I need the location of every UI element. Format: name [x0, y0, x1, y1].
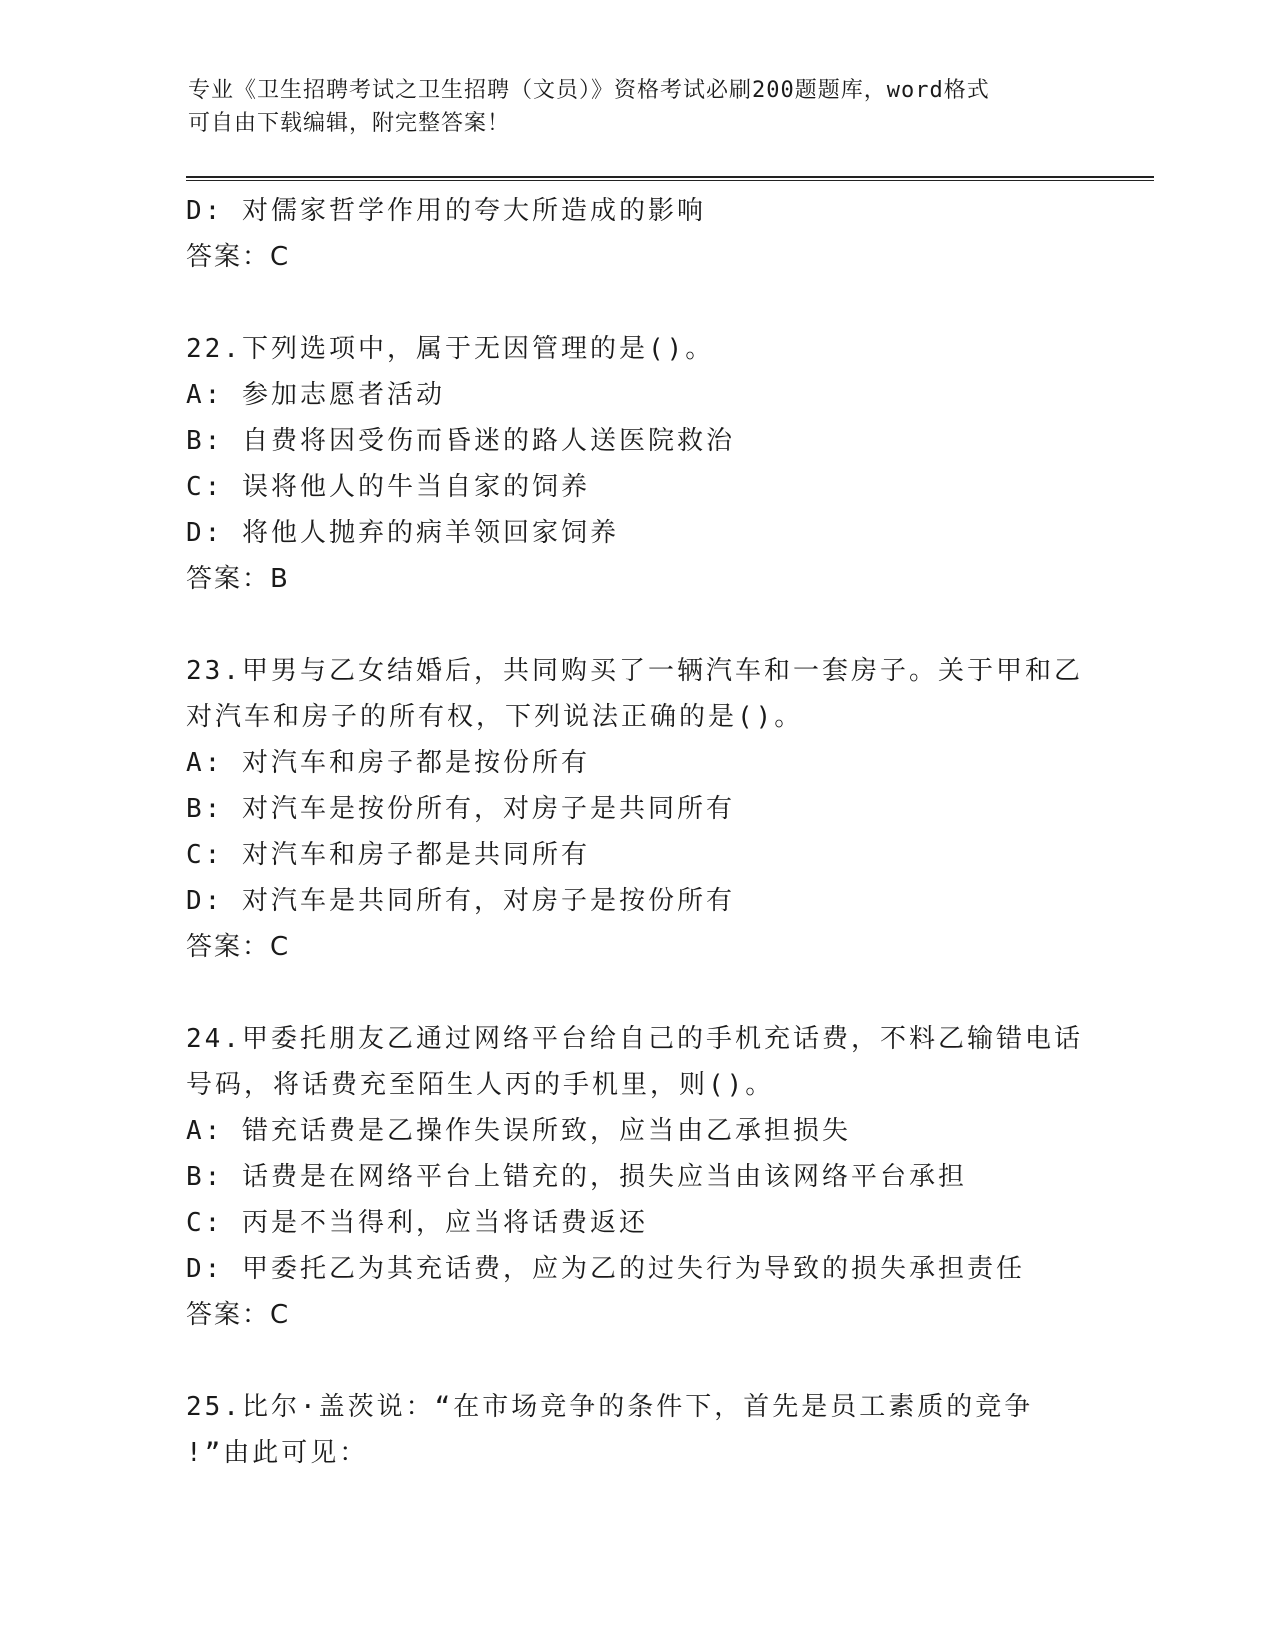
question-stem: 23.甲男与乙女结婚后，共同购买了一辆汽车和一套房子。关于甲和乙	[186, 656, 1083, 686]
header-line-2: 可自由下载编辑，附完整答案！	[188, 111, 511, 136]
option-b: B: 自费将因受伤而昏迷的路人送医院救治	[186, 426, 735, 456]
option-b: B: 对汽车是按份所有，对房子是共同所有	[186, 794, 735, 824]
answer-line: 答案：C	[186, 1300, 291, 1330]
header-divider	[186, 176, 1154, 181]
question-stem: !”由此可见：	[186, 1438, 369, 1468]
document-header	[188, 74, 1088, 140]
option-a: A: 错充话费是乙操作失误所致，应当由乙承担损失	[186, 1116, 851, 1146]
option-c: C: 对汽车和房子都是共同所有	[186, 840, 590, 870]
question-23	[186, 648, 1086, 970]
question-24	[186, 1016, 1086, 1338]
question-25	[186, 1384, 1086, 1476]
option-d: D: 对儒家哲学作用的夸大所造成的影响	[186, 196, 706, 226]
question-stem: 24.甲委托朋友乙通过网络平台给自己的手机充话费，不料乙输错电话	[186, 1024, 1083, 1054]
spacer	[186, 602, 1086, 648]
question-22	[186, 326, 1086, 602]
document-body	[186, 188, 1086, 1476]
option-a: A: 对汽车和房子都是按份所有	[186, 748, 590, 778]
option-c: C: 误将他人的牛当自家的饲养	[186, 472, 590, 502]
option-a: A: 参加志愿者活动	[186, 380, 445, 410]
option-d: D: 将他人抛弃的病羊领回家饲养	[186, 518, 619, 548]
header-line-1: 专业《卫生招聘考试之卫生招聘（文员）》资格考试必刷200题题库，word格式	[188, 78, 990, 103]
question-stem: 对汽车和房子的所有权，下列说法正确的是()。	[186, 702, 804, 732]
answer-line: 答案：C	[186, 242, 291, 272]
option-d: D: 甲委托乙为其充话费，应为乙的过失行为导致的损失承担责任	[186, 1254, 1025, 1284]
spacer	[186, 1338, 1086, 1384]
option-c: C: 丙是不当得利，应当将话费返还	[186, 1208, 648, 1238]
spacer	[186, 280, 1086, 326]
answer-line: 答案：C	[186, 932, 291, 962]
option-d: D: 对汽车是共同所有，对房子是按份所有	[186, 886, 735, 916]
option-b: B: 话费是在网络平台上错充的，损失应当由该网络平台承担	[186, 1162, 967, 1192]
spacer	[186, 970, 1086, 1016]
answer-line: 答案：B	[186, 564, 290, 594]
question-stem: 22.下列选项中，属于无因管理的是()。	[186, 334, 715, 364]
question-stem: 25.比尔·盖茨说：“在市场竞争的条件下，首先是员工素质的竞争	[186, 1392, 1034, 1422]
question-stem: 号码，将话费充至陌生人丙的手机里，则()。	[186, 1070, 775, 1100]
